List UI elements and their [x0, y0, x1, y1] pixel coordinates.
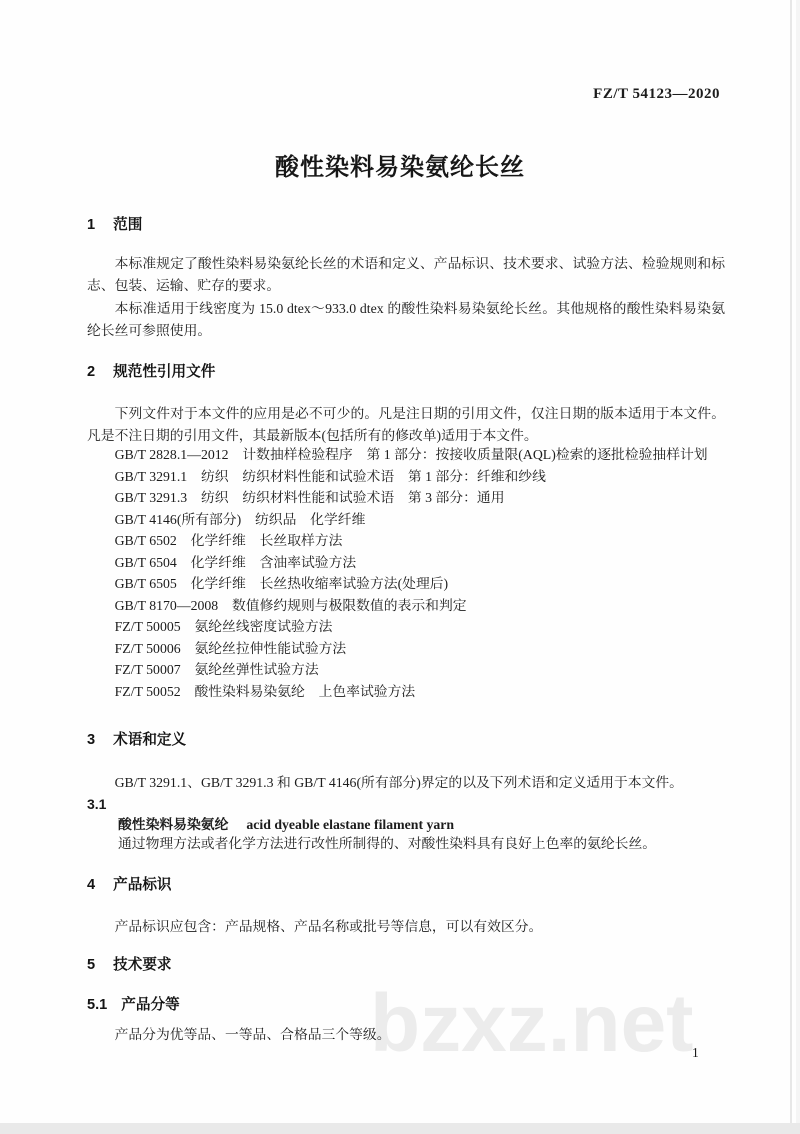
reference-item: GB/T 6504 化学纤维 含油率试验方法 [114, 554, 357, 570]
reference-item: FZ/T 50007 氨纶丝弹性试验方法 [114, 662, 319, 677]
scan-edge-bottom [0, 1123, 800, 1134]
reference-item: FZ/T 50052 酸性染料易染氨纶 上色率试验方法 [114, 683, 416, 699]
reference-item: FZ/T 50006 氨纶丝拉伸性能试验方法 [114, 640, 347, 656]
section-4-body [87, 916, 725, 938]
section-5-label: 技术要求 [113, 957, 172, 973]
paragraph: 下列文件对于本文件的应用是必不可少的。凡是注日期的引用文件，仅注日期的版本适用于本文件。凡是不注日期的引用文件，其最新版本(包括所有的修改单)适用于本文件。 [87, 406, 725, 444]
term-definition-title [118, 817, 718, 833]
term-definition-text: 通过物理方法或者化学方法进行改性所制得的、对酸性染料具有良好上色率的氨纶长丝。 [118, 836, 657, 851]
reference-item: GB/T 4146(所有部分) 纺织品 化学纤维 [114, 511, 366, 527]
section-4-label: 产品标识 [113, 877, 172, 893]
section-1-label: 范围 [113, 217, 143, 233]
reference-item: GB/T 3291.1 纺织 纺织材料性能和试验术语 第 1 部分：纤维和纱线 [114, 468, 546, 484]
section-2-intro [87, 403, 725, 448]
section-5-number: 5 [87, 957, 96, 973]
reference-item: GB/T 6505 化学纤维 长丝热收缩率试验方法(处理后) [114, 576, 449, 591]
clause-3-1-number: 3.1 [87, 796, 107, 812]
section-3-number: 3 [87, 732, 96, 748]
section-3-label: 术语和定义 [113, 732, 187, 748]
normative-references-list [87, 444, 725, 702]
paragraph: 产品标识应包含：产品规格、产品名称或批号等信息，可以有效区分。 [114, 919, 543, 934]
section-5-1-number: 5.1 [87, 997, 108, 1013]
reference-item: GB/T 3291.3 纺织 纺织材料性能和试验术语 第 3 部分：通用 [114, 490, 505, 505]
watermark: bzxz.net [370, 978, 694, 1069]
section-3-heading [87, 732, 725, 748]
reference-item: FZ/T 50005 氨纶丝线密度试验方法 [114, 619, 333, 634]
paragraph: 产品分为优等品、一等品、合格品三个等级。 [114, 1027, 391, 1042]
section-1-heading [87, 217, 725, 233]
section-2-number: 2 [87, 364, 96, 380]
reference-item: GB/T 2828.1—2012 计数抽样检验程序 第 1 部分：按接收质量限(AQL)检索的逐批检验抽样计划 [114, 447, 708, 462]
document-title: 酸性染料易染氨纶长丝 [275, 154, 525, 181]
scan-edge-right-line [790, 0, 792, 1134]
reference-item: GB/T 6502 化学纤维 长丝取样方法 [114, 533, 343, 548]
section-1-body [87, 253, 725, 343]
reference-item: GB/T 8170—2008 数值修约规则与极限数值的表示和判定 [114, 597, 467, 613]
paragraph: GB/T 3291.1、GB/T 3291.3 和 GB/T 4146(所有部分)界定的以及下列术语和定义适用于本文件。 [114, 775, 683, 790]
paragraph: 本标准规定了酸性染料易染氨纶长丝的术语和定义、产品标识、技术要求、试验方法、检验规则和标志、包装、运输、贮存的要求。 [87, 256, 725, 294]
term-chinese: 酸性染料易染氨纶 [118, 817, 229, 832]
scan-edge-right-outer [796, 0, 800, 1134]
section-1-number: 1 [87, 217, 96, 233]
section-5-1-heading [87, 997, 725, 1013]
section-2-heading [87, 364, 725, 380]
section-5-1-label: 产品分等 [121, 997, 180, 1013]
page-number: 1 [692, 1045, 699, 1060]
term-english: acid dyeable elastane filament yarn [246, 817, 455, 832]
paragraph: 本标准适用于线密度为 15.0 dtex～933.0 dtex 的酸性染料易染氨纶长丝。其他规格的酸性染料易染氨纶长丝可参照使用。 [87, 300, 725, 339]
section-5-1-body [87, 1024, 725, 1046]
section-3-intro [87, 772, 725, 794]
section-5-heading [87, 957, 725, 973]
section-4-heading [87, 877, 725, 893]
section-4-number: 4 [87, 877, 96, 893]
standard-code-header: FZ/T 54123—2020 [593, 86, 720, 102]
section-2-label: 规范性引用文件 [113, 364, 216, 380]
